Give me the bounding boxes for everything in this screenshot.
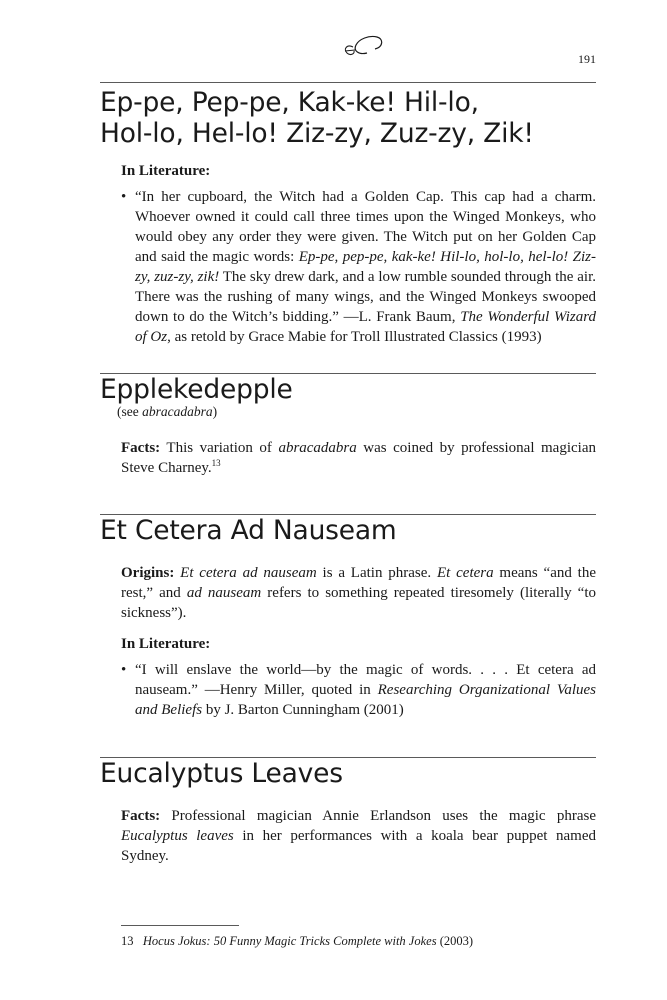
facts-paragraph: Facts: This variation of abracadabra was coined by professional magician Steve Charney.$^{13}$ [121,440,596,476]
literature-quote [121,660,596,720]
facts-label: Facts: [121,440,161,456]
bullet-icon: • [121,189,127,205]
magic-words: Ep-pe, pep-pe, kak-ke! Hil-lo, hol-lo, hel-lo! Ziz-zy, zuz-zy, zik! [135,249,596,285]
book-title: The Wonderful Wizard of Oz [135,309,596,345]
in-literature-label: In Literature: [121,636,211,652]
facts-paragraph: Facts: Professional magician Annie Erlandson uses the magic phrase Eucalyptus leaves in her performances with a koala bear puppet named Sydney. [121,808,596,864]
literature-quote [121,187,596,347]
flourish-ornament-icon [337,27,387,61]
facts-label: Facts: [121,808,161,824]
heading-line: Ep-pe, Pep-pe, Kak-ke! Hil-lo, [100,87,479,118]
footnote-title: Hocus Jokus: 50 Funny Magic Tricks Complete with Jokes [142,934,437,948]
book-title: Researching Organizational Values and Beliefs [135,682,596,718]
bullet-icon: • [121,662,127,678]
section-divider [100,82,596,83]
footnote: 13 Hocus Jokus: 50 Funny Magic Tricks Complete with Jokes (2003) [121,934,474,948]
quote-text: “In her cupboard, the Witch had a Golden Cap. This cap had a charm. Whoever owned it could call three times upon the Winged Monkeys, who would obey any order they were given. The Witch put on her Golden Cap and said the magic words: Ep-pe, pep-pe, kak-ke! Hil-lo, hol-lo, hel-lo! Ziz-zy, zuz-zy, zik! The sky drew dark, and a low rumble sounded through the air. There was the rushing of many wings, and the Winged Monkeys swooped down to do the Witch’s bidding.” —L. Frank Baum, The Wonderful Wizard of Oz, as retold by Grace Mabie for Troll Illustrated Classics (1993) [135,189,596,345]
entry-heading: Et Cetera Ad Nauseam [100,515,397,546]
footnote-ref: 13 [211,458,221,468]
in-literature-label: In Literature: [121,163,211,179]
entry-heading: Eucalyptus Leaves [100,758,343,789]
footnote-number: 13 [121,934,134,948]
quote-text: “I will enslave the world—by the magic of words. . . . Et cetera ad nauseam.” —Henry Miller, quoted in Researching Organizational Values and Beliefs by J. Barton Cunningham (2001) [135,662,596,718]
footnote-divider [121,925,239,926]
origins-label: Origins: [121,565,175,581]
page-number: 191 [578,52,596,66]
entry-heading: Epplekedepple [100,374,293,405]
entry-heading [100,87,534,149]
heading-line: Hol-lo, Hel-lo! Ziz-zy, Zuz-zy, Zik! [100,118,534,149]
see-also-reference: (see abracadabra) [117,404,218,419]
origins-paragraph: Origins: Et cetera ad nauseam is a Latin phrase. Et cetera means “and the rest,” and ad nauseam refers to something repeated tiresomely (literally “to sickness”). [121,565,596,621]
